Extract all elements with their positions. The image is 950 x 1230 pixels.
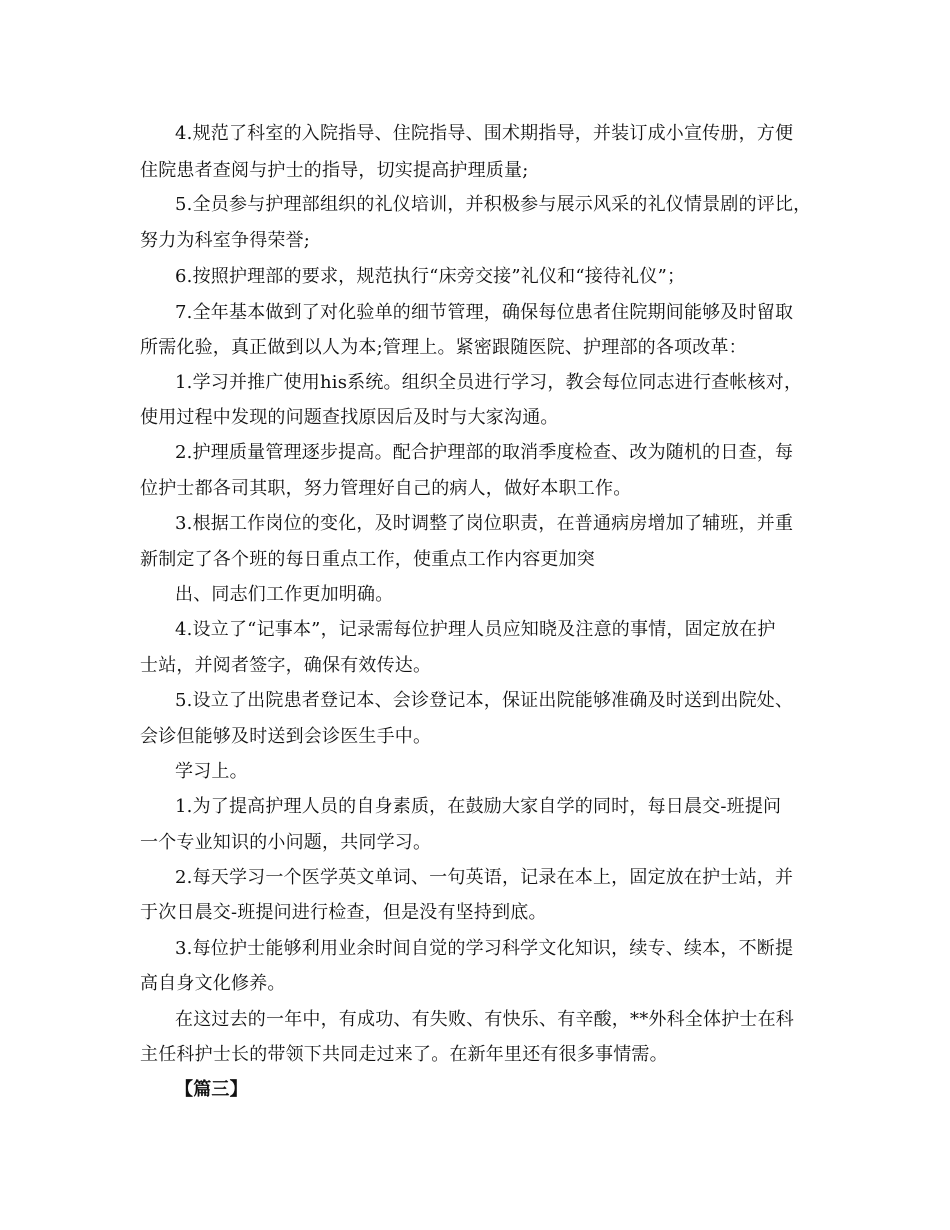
paragraph-line: 5.设立了出院患者登记本、会诊登记本，保证出院能够准确及时送到出院处、: [175, 690, 794, 711]
paragraph-line: 士站，并阅者签字，确保有效传达。: [140, 655, 432, 676]
paragraph-line: 所需化验，真正做到以人为本;管理上。紧密跟随医院、护理部的各项改革：: [140, 337, 747, 358]
paragraph-line: 6.按照护理部的要求，规范执行“床旁交接”礼仪和“接待礼仪”；: [175, 266, 686, 287]
paragraph-line: 一个专业知识的小问题，共同学习。: [140, 832, 432, 853]
paragraph-line: 在这过去的一年中，有成功、有失败、有快乐、有辛酸，**外科全体护士在科: [175, 1009, 794, 1030]
paragraph-line: 会诊但能够及时送到会诊医生手中。: [140, 726, 432, 747]
paragraph-line: 出、同志们工作更加明确。: [175, 584, 394, 605]
paragraph-line: 于次日晨交-班提问进行检查，但是没有坚持到底。: [140, 902, 547, 923]
paragraph-line: 7.全年基本做到了对化验单的细节管理，确保每位患者住院期间能够及时留取: [175, 302, 794, 323]
paragraph-line: 位护士都各司其职，努力管理好自己的病人，做好本职工作。: [140, 478, 632, 499]
paragraph-line: 住院患者查阅与护士的指导，切实提高护理质量;: [140, 160, 529, 181]
paragraph-line: 努力为科室争得荣誉;: [140, 230, 311, 251]
paragraph-line: 高自身文化修养。: [140, 973, 286, 994]
paragraph-line: 4.规范了科室的入院指导、住院指导、围术期指导，并装订成小宣传册，方便: [175, 123, 794, 144]
paragraph-line: 5.全员参与护理部组织的礼仪培训，并积极参与展示风采的礼仪情景剧的评比，: [175, 194, 812, 215]
paragraph-line: 3.根据工作岗位的变化，及时调整了岗位职责，在普通病房增加了辅班，并重: [175, 513, 794, 534]
section-heading: 学习上。: [175, 761, 248, 782]
paragraph-line: 主任科护士长的带领下共同走过来了。在新年里还有很多事情需。: [140, 1044, 668, 1065]
paragraph-line: 2.每天学习一个医学英文单词、一句英语，记录在本上，固定放在护士站，并: [175, 867, 794, 888]
paragraph-line: 2.护理质量管理逐步提高。配合护理部的取消季度检查、改为随机的日查，每: [175, 442, 794, 463]
paragraph-line: 4.设立了“记事本”，记录需每位护理人员应知晓及注意的事情，固定放在护: [175, 619, 776, 640]
paragraph-line: 使用过程中发现的问题查找原因后及时与大家沟通。: [140, 407, 559, 428]
paragraph-line: 3.每位护士能够利用业余时间自觉的学习科学文化知识，续专、续本，不断提: [175, 938, 794, 959]
paragraph-line: 1.为了提高护理人员的自身素质，在鼓励大家自学的同时，每日晨交-班提问: [175, 796, 782, 817]
paragraph-line: 新制定了各个班的每日重点工作，使重点工作内容更加突: [140, 549, 595, 570]
paragraph-line: 1.学习并推广使用his系统。组织全员进行学习，教会每位同志进行查帐核对，: [175, 372, 803, 393]
chapter-heading: 【篇三】: [175, 1079, 248, 1100]
